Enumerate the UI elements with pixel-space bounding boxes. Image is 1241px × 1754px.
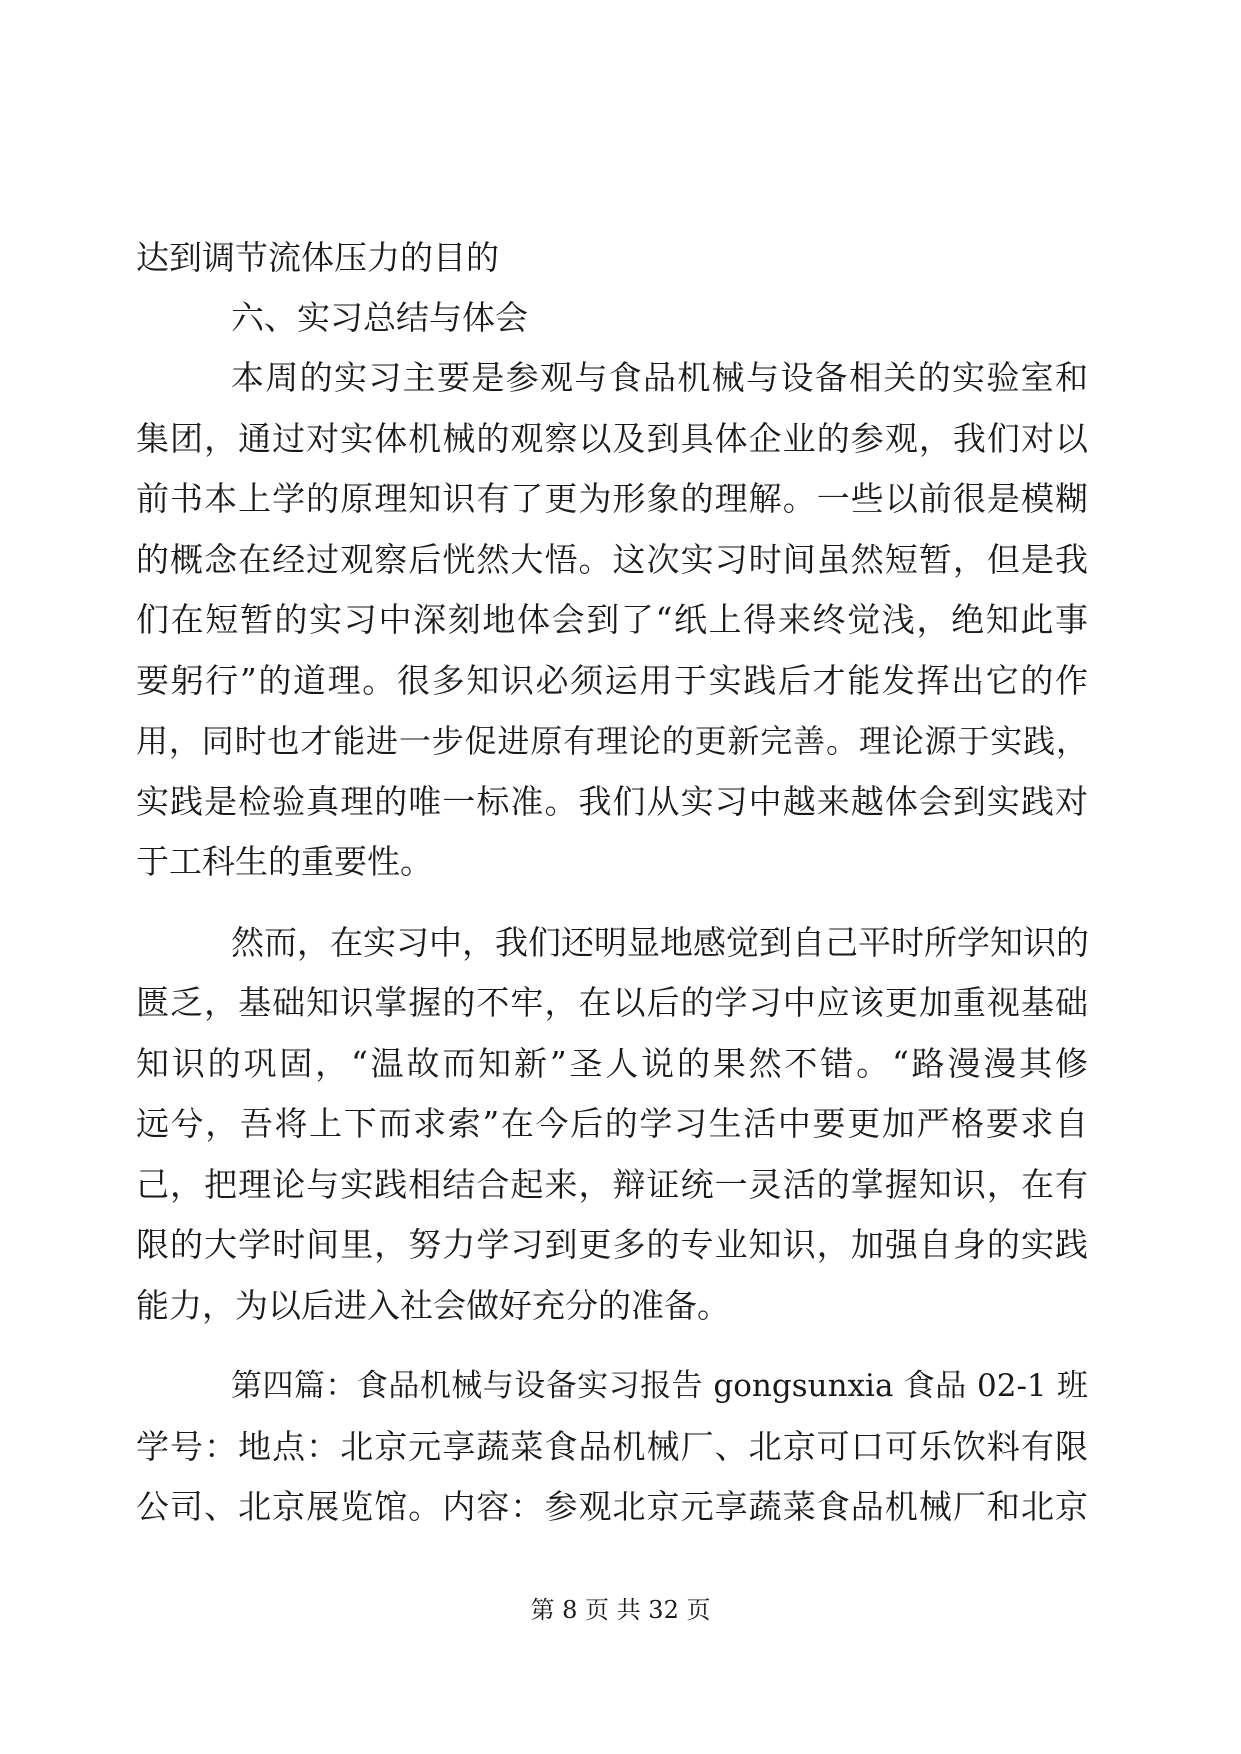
text-line: 然而，在实习中，我们还明显地感觉到自己平时所学知识的 bbox=[231, 923, 1089, 962]
text-line: 用，同时也才能进一步促进原有理论的更新完善。理论源于实践， bbox=[136, 722, 1088, 760]
text-line: 能力，为以后进入社会做好充分的准备。 bbox=[136, 1286, 730, 1325]
text-line: 的概念在经过观察后恍然大悟。这次实习时间虽然短暂，但是我 bbox=[136, 540, 1088, 579]
text-line: 本周的实习主要是参观与食品机械与设备相关的实验室和 bbox=[231, 358, 1088, 397]
text-line: 第四篇：食品机械与设备实习报告 gongsunxia 食品 02-1 班 bbox=[231, 1368, 1088, 1404]
text-line: 远兮，吾将上下而求索”在今后的学习生活中要更加严格要求自 bbox=[136, 1104, 1088, 1143]
text-line: 限的大学时间里，努力学习到更多的专业知识，加强自身的实践 bbox=[136, 1225, 1088, 1264]
text-line: 达到调节流体压力的目的 bbox=[136, 238, 499, 277]
text-line: 知识的巩固，“温故而知新”圣人说的果然不错。“路漫漫其修 bbox=[136, 1044, 1088, 1083]
text-line: 们在短暂的实习中深刻地体会到了“纸上得来终觉浅，绝知此事 bbox=[136, 600, 1088, 639]
text-line: 要躬行”的道理。很多知识必须运用于实践后才能发挥出它的作 bbox=[136, 661, 1088, 700]
text-line: 公司、北京展览馆。内容：参观北京元享蔬菜食品机械厂和北京 bbox=[136, 1487, 1088, 1526]
text-line: 匮乏，基础知识掌握的不牢，在以后的学习中应该更加重视基础 bbox=[136, 983, 1088, 1022]
page-number-footer: 第 8 页 共 32 页 bbox=[530, 1596, 711, 1624]
section-heading: 六、实习总结与体会 bbox=[231, 298, 528, 337]
text-line: 前书本上学的原理知识有了更为形象的理解。一些以前很是模糊 bbox=[136, 479, 1088, 518]
text-line: 实践是检验真理的唯一标准。我们从实习中越来越体会到实践对 bbox=[136, 782, 1088, 821]
text-line: 学号：地点：北京元享蔬菜食品机械厂、北京可口可乐饮料有限 bbox=[136, 1427, 1088, 1466]
text-line: 于工科生的重要性。 bbox=[136, 842, 433, 881]
text-line: 集团，通过对实体机械的观察以及到具体企业的参观，我们对以 bbox=[136, 419, 1088, 458]
text-line: 己，把理论与实践相结合起来，辩证统一灵活的掌握知识，在有 bbox=[136, 1165, 1088, 1204]
